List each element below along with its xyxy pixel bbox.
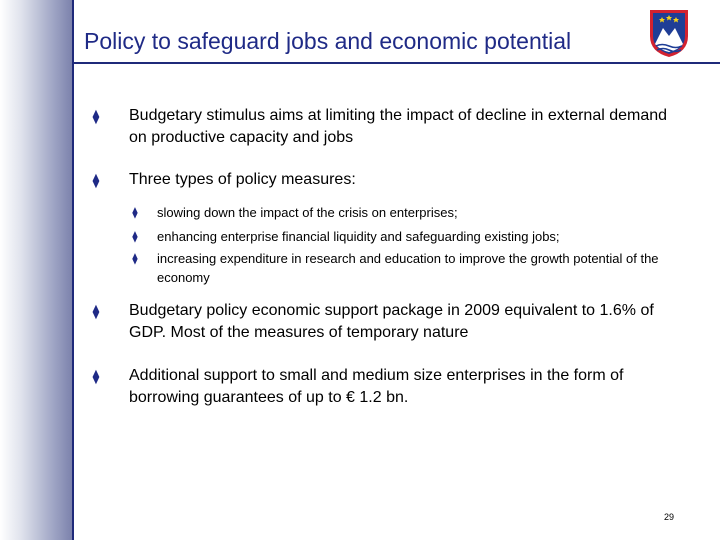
left-gradient-bar bbox=[0, 0, 72, 540]
sub-bullet-diamond-icon: ⧫ bbox=[132, 253, 138, 265]
sub-bullet-text: enhancing enterprise financial liquidity and safeguarding existing jobs; bbox=[157, 229, 560, 244]
sub-bullet-text: increasing expenditure in research and education to improve the growth potential of the economy bbox=[157, 251, 659, 285]
coat-of-arms-icon bbox=[648, 8, 690, 58]
page-number: 29 bbox=[664, 512, 675, 522]
sub-bullet-diamond-icon: ⧫ bbox=[132, 231, 138, 243]
bullet-diamond-icon: ⧫ bbox=[92, 368, 100, 384]
slide-title: Policy to safeguard jobs and economic potential bbox=[84, 28, 572, 54]
bullet-text: Budgetary policy economic support package in 2009 equivalent to 1.6% of GDP. Most of the measures of temporary nature bbox=[129, 302, 654, 341]
bullet-text: Budgetary stimulus aims at limiting the impact of decline in external demand on productive capacity and jobs bbox=[129, 107, 668, 146]
bullet-diamond-icon: ⧫ bbox=[92, 303, 100, 319]
bullet-text: Additional support to small and medium size enterprises in the form of borrowing guarantees of up to € 1.2 bn. bbox=[129, 367, 624, 406]
sub-bullet-diamond-icon: ⧫ bbox=[132, 207, 138, 219]
bullet-text: Three types of policy measures: bbox=[129, 171, 356, 188]
left-divider-line bbox=[72, 0, 74, 540]
sub-bullet-text: slowing down the impact of the crisis on enterprises; bbox=[157, 205, 458, 220]
bullet-diamond-icon: ⧫ bbox=[92, 108, 100, 124]
bullet-diamond-icon: ⧫ bbox=[92, 172, 100, 188]
title-underline bbox=[72, 62, 720, 64]
